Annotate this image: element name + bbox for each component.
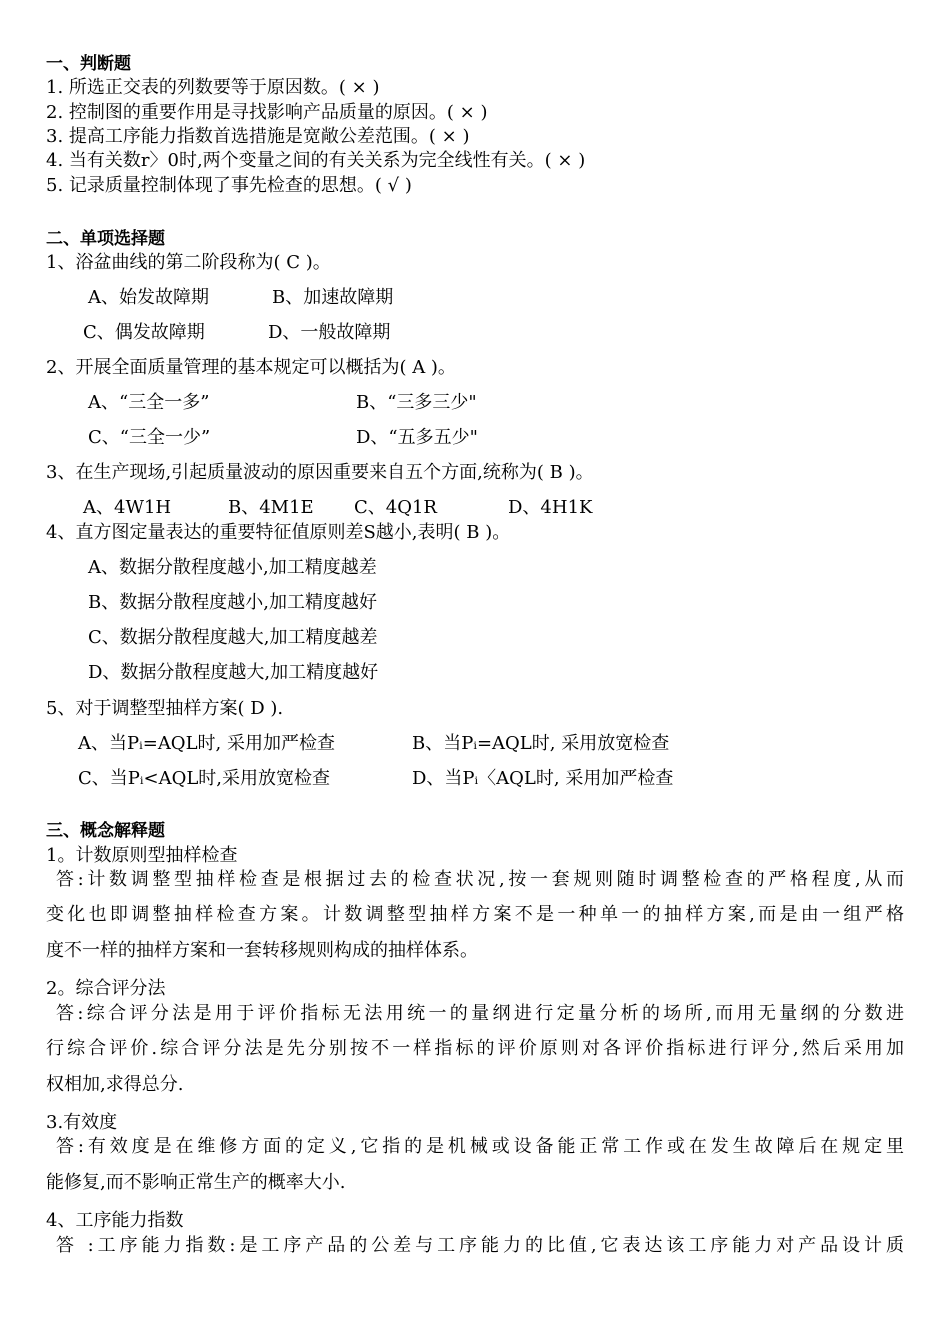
option-d: D、当Pᵢ〈AQL时, 采用加严检查 xyxy=(412,768,674,789)
option-a: A、当Pᵢ=AQL时, 采用加严检查 xyxy=(78,733,335,754)
judgment-item: 1. 所选正交表的列数要等于原因数。( × ) xyxy=(46,77,380,98)
option-b: B、数据分散程度越小,加工精度越好 xyxy=(88,592,377,613)
concept-term: 3.有效度 xyxy=(46,1112,118,1133)
option-c: C、4Q1R xyxy=(354,497,437,518)
option-c: C、“三全一少” xyxy=(88,427,211,448)
concept-term: 2。综合评分法 xyxy=(46,978,166,999)
answer-line: 答:综合评分法是用于评价指标无法用统一的量纲进行定量分析的场所,而用无量纲的分数进 xyxy=(56,1003,904,1024)
section-title-choice: 二、单项选择题 xyxy=(46,229,165,249)
option-c: C、偶发故障期 xyxy=(83,322,205,343)
option-b: B、“三多三少" xyxy=(356,392,477,413)
question-stem: 1、浴盆曲线的第二阶段称为( C )。 xyxy=(46,252,331,273)
option-b: B、加速故障期 xyxy=(272,287,394,308)
judgment-item: 4. 当有关数r〉0时,两个变量之间的有关关系为完全线性有关。( × ) xyxy=(46,150,586,171)
option-a: A、4W1H xyxy=(83,497,172,518)
answer-line: 答:计数调整型抽样检查是根据过去的检查状况,按一套规则随时调整检查的严格程度,从而 xyxy=(56,869,904,890)
section-title-concepts: 三、概念解释题 xyxy=(46,821,165,841)
judgment-item: 3. 提高工序能力指数首选措施是宽敞公差范围。( × ) xyxy=(46,126,470,147)
option-a: A、“三全一多” xyxy=(88,392,210,413)
answer-line: 权相加,求得总分. xyxy=(46,1074,184,1095)
section-title-judgment: 一、判断题 xyxy=(46,54,131,74)
question-stem: 4、直方图定量表达的重要特征值原则差S越小,表明( B )。 xyxy=(46,522,511,543)
option-d: D、一般故障期 xyxy=(268,322,391,343)
answer-line: 行综合评价.综合评分法是先分别按不一样指标的评价原则对各评价指标进行评分,然后采用加 xyxy=(46,1038,904,1059)
answer-line: 能修复,而不影响正常生产的概率大小. xyxy=(46,1172,346,1193)
question-stem: 5、对于调整型抽样方案( D ). xyxy=(46,698,284,719)
option-a: A、数据分散程度越小,加工精度越差 xyxy=(88,557,377,578)
question-stem: 3、在生产现场,引起质量波动的原因重要来自五个方面,统称为( B )。 xyxy=(46,462,594,483)
option-b: B、当Pᵢ=AQL时, 采用放宽检查 xyxy=(412,733,670,754)
option-b: B、4M1E xyxy=(228,497,314,518)
answer-line: 答 :工序能力指数:是工序产品的公差与工序能力的比值,它表达该工序能力对产品设计质 xyxy=(56,1235,904,1256)
option-a: A、始发故障期 xyxy=(88,287,209,308)
answer-line: 度不一样的抽样方案和一套转移规则构成的抽样体系。 xyxy=(46,940,478,961)
option-d: D、4H1K xyxy=(508,497,593,518)
judgment-item: 5. 记录质量控制体现了事先检查的思想。( √ ) xyxy=(46,175,412,196)
answer-line: 变化也即调整抽样检查方案。计数调整型抽样方案不是一种单一的抽样方案,而是由一组严格 xyxy=(46,904,904,925)
concept-term: 1。计数原则型抽样检查 xyxy=(46,845,238,866)
concept-term: 4、工序能力指数 xyxy=(46,1210,184,1231)
judgment-item: 2. 控制图的重要作用是寻找影响产品质量的原因。( × ) xyxy=(46,102,488,123)
option-c: C、当Pᵢ<AQL时,采用放宽检查 xyxy=(78,768,331,789)
answer-line: 答:有效度是在维修方面的定义,它指的是机械或设备能正常工作或在发生故障后在规定里 xyxy=(56,1136,904,1157)
question-stem: 2、开展全面质量管理的基本规定可以概括为( A )。 xyxy=(46,357,456,378)
option-d: D、“五多五少" xyxy=(356,427,478,448)
option-d: D、数据分散程度越大,加工精度越好 xyxy=(88,662,379,683)
option-c: C、数据分散程度越大,加工精度越差 xyxy=(88,627,378,648)
